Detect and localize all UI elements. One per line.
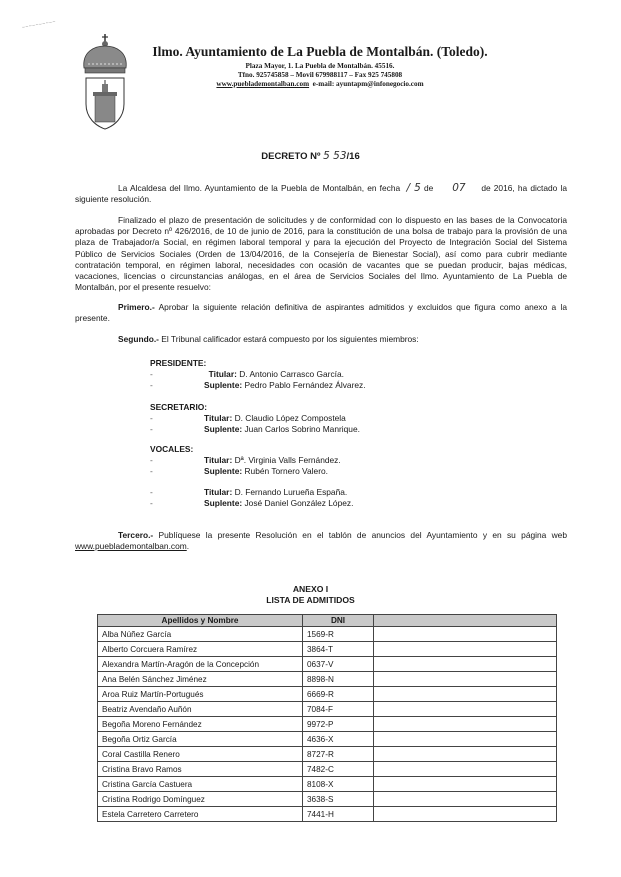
table-header-row [98,615,557,627]
primero-paragraph: Primero.- Aprobar la siguiente relación definitiva de aspirantes admitidos y excluidos que figura como anexo a la presente. [75,302,567,324]
decree-label: DECRETO Nº [261,151,321,162]
table-row: Alexandra Martín-Aragón de la Concepción 0637-V [98,657,557,672]
column-header-name: Apellidos y Nombre [98,615,303,627]
member-vocal2-titular: - Titular: D. Fernando Lurueña España. [150,487,348,497]
website-link[interactable]: www.pueblademontalban.com [216,80,310,88]
member-secretario-suplente: - Suplente: Juan Carlos Sobrino Manrique. [150,424,360,434]
role-vocales: VOCALES: [150,444,194,454]
address-line: Plaza Mayor, 1. La Puebla de Montalbán. 45516. [245,62,395,70]
member-vocal1-suplente: - Suplente: Rubén Tornero Valero. [150,466,328,476]
table-row: Beatriz Avendaño Auñón 7084-F [98,702,557,717]
anexo-title: ANEXO I [292,584,329,594]
institution-title: Ilmo. Ayuntamiento de La Puebla de Montalbán. (Toledo). [152,44,488,59]
role-presidente: PRESIDENTE: [150,358,207,368]
table-row: Begoña Ortiz García 4636-X [98,732,557,747]
table-row: Cristina García Castuera 8108-X [98,777,557,792]
decree-title [0,150,621,162]
column-header-blank [374,615,557,627]
body-paragraph: Finalizado el plazo de presentación de solicitudes y de conformidad con lo dispuesto en las bases de la Convocatoria aprobadas por Decreto nº 426/2016, de 10 de junio de 2016, para la constitución de una bolsa de trabajo para la provisión de una plaza de Trabajador/a Social, en régimen laboral temporal y para la ejecución del Proyecto de Integración Social del Sistema Público de Servicios Sociales (Orden de 13/04/2016, de la Consejería de Bienestar Social), así como para cubrir mediante contratación temporal, en régimen laboral, necesidades con ocasión de vacantes que se puedan producir, bajas médicas, vacaciones, licencias o circunstancias análogas, en el área de Servicios Sociales del Ilmo. Ayuntamiento de La Puebla de Montalbán, por el presente resuelvo: [75,215,567,293]
table-row: Cristina Bravo Ramos 7482-C [98,762,557,777]
email-text: e-mail: ayuntapm@infonegocio.com [312,80,424,88]
member-vocal1-titular: - Titular: Dª. Virginia Valls Fernández. [150,455,341,465]
anexo-subtitle: LISTA DE ADMITIDOS [266,595,355,605]
column-header-dni: DNI [303,615,374,627]
table-row: Alberto Corcuera Ramírez 3864-T [98,642,557,657]
member-secretario-titular: - Titular: D. Claudio López Compostela [150,413,346,423]
scan-mark: ~~~~~~~~~~ [21,19,57,31]
decree-year: /16 [346,151,360,162]
decree-number-handwritten: 5 53 [323,150,347,162]
member-presidente-titular: - Titular: D. Antonio Carrasco García. [150,369,344,379]
tercero-paragraph: Tercero.- Publíquese la presente Resolución en el tablón de anuncios del Ayuntamiento y en su página web www.pueblademontalban.com. [75,530,567,552]
table-row: Aroa Ruiz Martín-Portugués 6669-R [98,687,557,702]
phone-line: Tfno. 925745858 – Movil 679988117 – Fax 925 745808 [237,71,403,79]
table-row: Ana Belén Sánchez Jiménez 8898-N [98,672,557,687]
table-row: Alba Núñez García 1569-R [98,627,557,642]
intro-paragraph: La Alcaldesa del Ilmo. Ayuntamiento de la Puebla de Montalbán, en fecha / 5 de 07 de 2016, ha dictado la siguiente resolución. [75,182,568,205]
day-handwritten: / 5 [406,182,421,194]
table-row: Estela Carretero Carretero 7441-H [98,807,557,822]
table-row: Coral Castilla Renero 8727-R [98,747,557,762]
contact-line [150,80,490,88]
role-secretario: SECRETARIO: [150,402,208,412]
coat-of-arms-icon [80,34,130,130]
segundo-paragraph: Segundo.- El Tribunal calificador estará compuesto por los siguientes miembros: [118,334,419,344]
month-handwritten: 07 [452,182,466,194]
table-row: Begoña Moreno Fernández 9972-P [98,717,557,732]
website-link-body[interactable]: www.pueblademontalban.com [75,541,187,552]
table-row: Cristina Rodrigo Domínguez 3638-S [98,792,557,807]
member-presidente-suplente: - Suplente: Pedro Pablo Fernández Álvarez. [150,380,366,390]
admitidos-table [97,614,557,822]
member-vocal2-suplente: - Suplente: José Daniel González López. [150,498,354,508]
